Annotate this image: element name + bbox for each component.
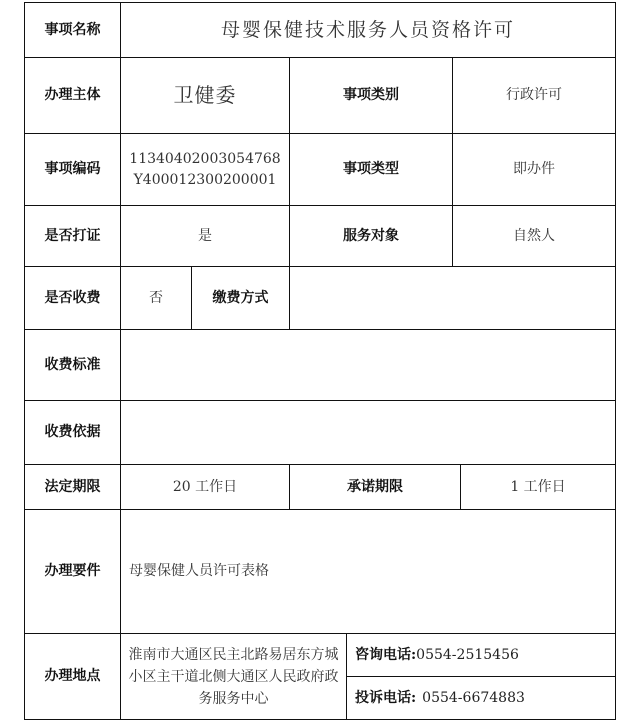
type-value: 即办件 <box>513 161 555 177</box>
category-value: 行政许可 <box>506 87 562 103</box>
consult-phone <box>347 634 615 676</box>
column-divider <box>615 2 616 720</box>
promised-period-value: 1 工作日 <box>510 478 566 495</box>
payment-method-value <box>290 267 615 329</box>
certificate-label: 是否打证 <box>44 227 101 244</box>
location-value: 淮南市大通区民主北路易居东方城小区主干道北侧大通区人民政府政务服务中心 <box>128 646 339 707</box>
location-label: 办理地点 <box>44 668 101 684</box>
item-name-label: 事项名称 <box>44 21 101 38</box>
row-divider <box>24 719 616 720</box>
complaint-phone-value: 0554-6674883 <box>422 689 525 706</box>
fee-label: 是否收费 <box>44 289 101 306</box>
item-name-value: 母婴保健技术服务人员资格许可 <box>220 18 515 41</box>
service-target-value: 自然人 <box>513 227 555 244</box>
fee-basis-value <box>121 401 615 464</box>
fee-standard-label: 收费标准 <box>44 356 101 373</box>
legal-period-value: 20 工作日 <box>172 478 238 495</box>
consult-phone-label: 咨询电话: <box>355 646 417 663</box>
legal-period-label: 法定期限 <box>44 478 101 495</box>
code-label: 事项编码 <box>44 161 101 177</box>
handler-label: 办理主体 <box>44 87 101 103</box>
requirements-label: 办理要件 <box>44 563 101 579</box>
payment-method-label: 缴费方式 <box>212 289 269 306</box>
consult-phone-value: 0554-2515456 <box>416 646 519 663</box>
type-label: 事项类型 <box>343 161 399 177</box>
handler-value: 卫健委 <box>173 83 237 107</box>
complaint-phone-label: 投诉电话: <box>355 689 417 706</box>
category-label: 事项类别 <box>343 87 399 103</box>
promised-period-label: 承诺期限 <box>347 478 403 495</box>
fee-value: 否 <box>149 289 163 306</box>
service-target-label: 服务对象 <box>343 227 399 244</box>
fee-standard-value <box>121 330 615 400</box>
fee-basis-label: 收费依据 <box>44 424 101 440</box>
requirements-value: 母婴保健人员许可表格 <box>129 563 269 579</box>
code-value: 11340402003054768Y400012300200001 <box>129 150 281 188</box>
complaint-phone <box>347 677 615 719</box>
certificate-value: 是 <box>198 227 212 244</box>
